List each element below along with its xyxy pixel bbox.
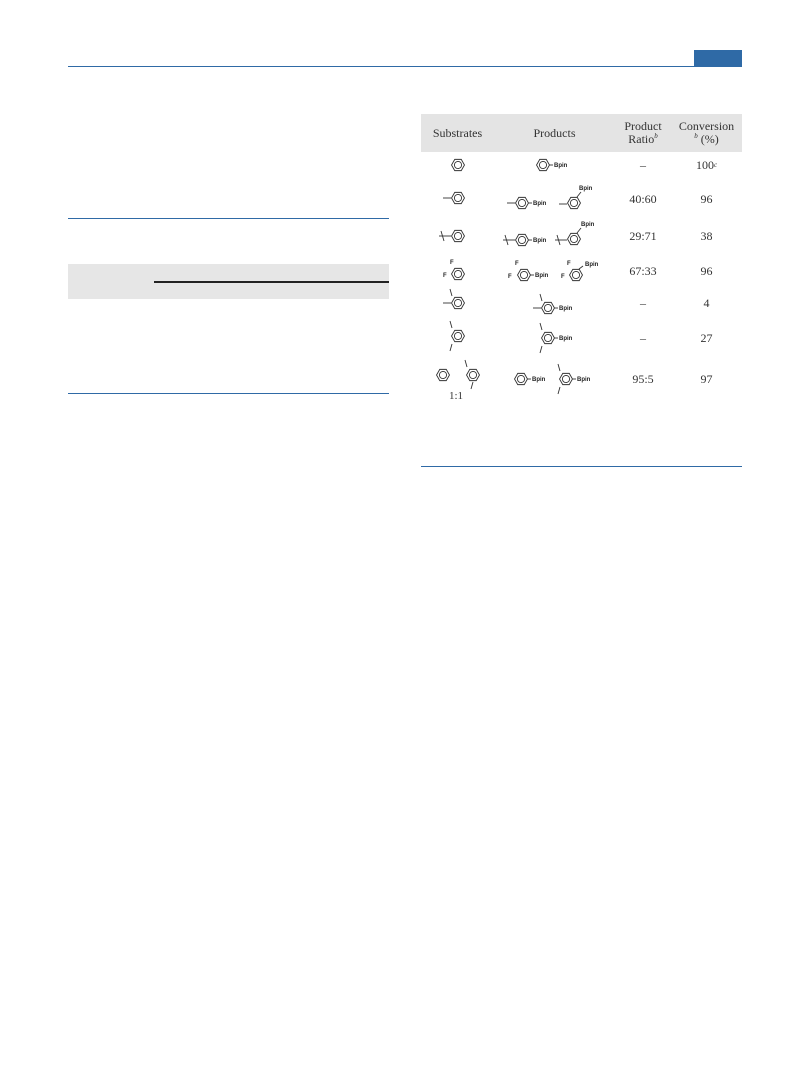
svg-text:F: F (515, 261, 519, 267)
product-meta-xylene-bpin (540, 323, 573, 353)
bpin-label: Bpin (554, 163, 568, 169)
conversion-cell: 4 (703, 295, 710, 310)
bpin-label: Bpin (533, 238, 547, 244)
product-xylyl-bpin-competition (558, 364, 591, 394)
product-phenyl-bpin-competition (513, 371, 546, 388)
bpin-label: Bpin (579, 186, 593, 192)
svg-text:F: F (561, 274, 565, 280)
ratio-cell: 40:60 (629, 191, 657, 206)
substrate-benzene (450, 157, 466, 174)
header-substrates: Substrates (432, 125, 483, 140)
substrate-benzene-and-meta-xylene (435, 360, 481, 389)
bpin-label: Bpin (559, 306, 573, 312)
conversion-cell: 97 (700, 371, 713, 386)
conversion-cell: 27 (700, 330, 713, 345)
svg-text:F: F (443, 273, 447, 279)
conversion-cell: 96 (700, 191, 713, 206)
substrate-toluene (443, 190, 466, 207)
ratio-cell: 95:5 (632, 371, 654, 386)
conversion-cell: 100 c (695, 157, 718, 172)
substrate-meta-xylene (450, 321, 466, 351)
svg-text:F: F (567, 261, 571, 267)
product-tbu-meta-bpin (555, 222, 595, 247)
header-product-ratio: Product Ratio$^b$ (624, 119, 662, 146)
ratio-cell: – (640, 295, 646, 310)
left-table-bottom-rule (68, 393, 389, 394)
product-tbu-para-bpin (503, 232, 547, 249)
bpin-label: Bpin (533, 201, 547, 207)
journal-header-tab (694, 50, 742, 66)
svg-text:F: F (450, 260, 454, 266)
left-table-header-line (154, 281, 389, 283)
bpin-label: Bpin (559, 336, 573, 342)
bpin-label: Bpin (581, 222, 595, 228)
substrate-ortho-xylene (443, 289, 466, 311)
product-ortho-xylene-bpin (533, 294, 573, 316)
header-rule (68, 66, 742, 67)
product-toluene-para-bpin (507, 195, 547, 212)
product-phenyl-bpin (535, 157, 568, 174)
ratio-cell: 67:33 (629, 263, 657, 278)
product-difluoro-meta-bpin (561, 261, 599, 283)
ratio-cell: – (640, 157, 646, 172)
substrate-mixture-ratio: 1:1 (449, 390, 464, 402)
table-bottom-rule (421, 466, 742, 467)
product-toluene-meta-bpin (559, 186, 593, 211)
product-difluoro-para-bpin (508, 261, 549, 283)
results-table (421, 114, 742, 467)
svg-text:F: F (508, 274, 512, 280)
header-products: Products (533, 125, 576, 140)
left-table-top-rule (68, 218, 389, 219)
conversion-cell: 38 (700, 228, 713, 243)
conversion-cell: 96 (700, 263, 713, 278)
bpin-label: Bpin (535, 273, 549, 279)
bpin-label: Bpin (532, 377, 546, 383)
substrate-difluorobenzene (443, 260, 466, 282)
bpin-label: Bpin (585, 262, 599, 268)
ratio-cell: – (640, 330, 646, 345)
header-conversion: Conversion $^b$ (%) (678, 119, 735, 146)
substrate-tert-butylbenzene (439, 228, 466, 245)
bpin-label: Bpin (577, 377, 591, 383)
ratio-cell: 29:71 (629, 228, 657, 243)
